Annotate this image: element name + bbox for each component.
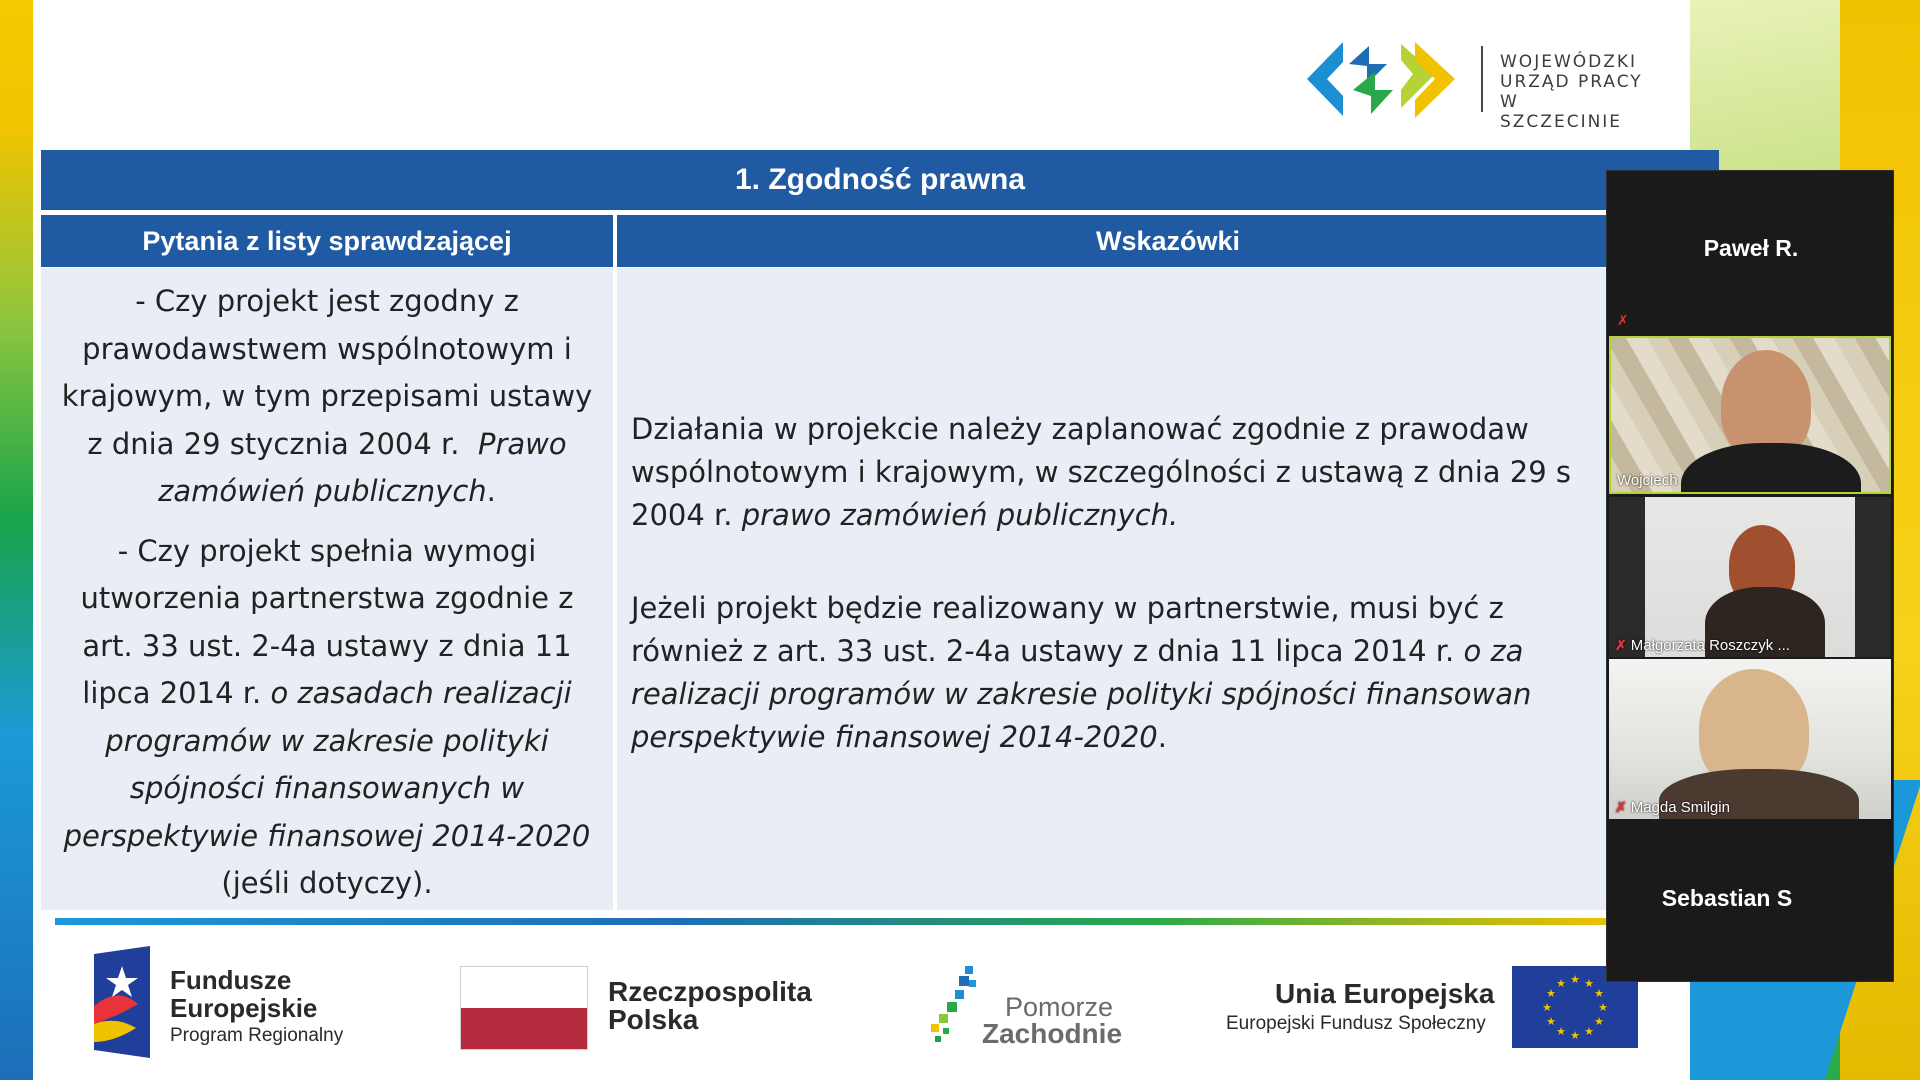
wup-logo-mark-icon	[1305, 34, 1465, 129]
participant-name-pawel[interactable]: Paweł R.	[1703, 235, 1799, 261]
left-decorative-band	[0, 0, 33, 1080]
muted-mic-icon: ✗	[1615, 799, 1627, 815]
svg-text:★: ★	[1546, 1015, 1556, 1028]
svg-text:★: ★	[1570, 1029, 1580, 1042]
svg-text:★: ★	[1584, 977, 1594, 990]
table-title: 1. Zgodność prawna	[41, 150, 1719, 210]
footer-divider-line	[55, 918, 1615, 925]
question-2: - Czy projekt spełnia wymogi utworzenia partnerstwa zgodnie z art. 33 ust. 2-4a ustawy z dnia 11 lipca 2014 r. o zasadach realizacji programów w zakresie polityki spójności finansowanych w perspektywie finansowej 2014-2020 (jeśli dotyczy).	[63, 533, 591, 900]
fe-subtitle: Program Regionalny	[170, 1025, 344, 1046]
svg-text:★: ★	[1594, 1015, 1604, 1028]
logo-line-1: WOJEWÓDZKI	[1500, 52, 1638, 72]
guidance-1: Działania w projekcie należy zaplanować zgodnie z prawodaw wspólnotowym i krajowym, w szczególności z ustawą z dnia 29 s 2004 r. prawo zamówień publicznych.	[631, 412, 1571, 532]
poland-flag-icon	[460, 966, 588, 1050]
column-header-guidance: Wskazówki	[617, 215, 1719, 267]
fundusze-europejskie-logo-icon	[88, 946, 160, 1058]
video-tile-wojciech[interactable]	[1609, 336, 1891, 494]
guidance-2: Jeżeli projekt będzie realizowany w partnerstwie, musi być z również z art. 33 ust. 2-4a ustawy z dnia 11 lipca 2014 r. o za realizacji programów w zakresie polityki spójności finansowan perspektywie finansowej 2014-2020.	[631, 591, 1532, 754]
svg-text:★: ★	[1556, 1025, 1566, 1038]
logo-line-2: URZĄD PRACY	[1500, 72, 1643, 92]
pomorze-zachodnie-logo-icon	[925, 962, 985, 1048]
participant-label: Wojciech	[1617, 472, 1678, 489]
pz-title-1: Pomorze	[1005, 992, 1114, 1022]
participant-label: Magda Smilgin	[1630, 799, 1730, 816]
logo-divider	[1481, 46, 1483, 112]
svg-text:★: ★	[1594, 987, 1604, 1000]
participant-panel[interactable]	[1606, 170, 1894, 982]
wup-szczecin-logo	[1305, 34, 1645, 132]
svg-text:★: ★	[1546, 987, 1556, 1000]
question-1: - Czy projekt jest zgodny z prawodawstwem wspólnotowym i krajowym, w tym przepisami ustawy z dnia 29 stycznia 2004 r. Prawo zamówień publicznych.	[61, 284, 593, 508]
pz-title-2: Zachodnie	[982, 1018, 1123, 1049]
column-header-questions: Pytania z listy sprawdzającej	[41, 215, 613, 267]
video-tile-magda[interactable]	[1609, 659, 1891, 819]
questions-cell	[41, 268, 613, 910]
svg-text:★: ★	[1598, 1001, 1608, 1014]
muted-mic-icon: ✗	[1615, 637, 1627, 653]
svg-text:★: ★	[1570, 973, 1580, 986]
participant-name-sebastian[interactable]: Sebastian S	[1661, 885, 1793, 911]
participant-video-wojciech	[1721, 350, 1811, 458]
fe-title: Fundusze Europejskie	[170, 965, 318, 1023]
ue-title: Unia Europejska	[1275, 978, 1495, 1009]
svg-text:★: ★	[1542, 1001, 1552, 1014]
muted-mic-icon: ✗	[1617, 313, 1629, 329]
svg-text:★: ★	[1556, 977, 1566, 990]
pl-title: Rzeczpospolita Polska	[608, 976, 812, 1035]
video-tile-malgorzata[interactable]	[1609, 497, 1891, 657]
svg-text:★: ★	[1584, 1025, 1594, 1038]
guidance-cell	[617, 268, 1719, 910]
logo-text	[1500, 52, 1645, 132]
ue-subtitle: Europejski Fundusz Społeczny	[1226, 1013, 1486, 1034]
participant-label: Małgorzata Roszczyk ...	[1630, 637, 1790, 654]
logo-line-3: W SZCZECINIE	[1500, 92, 1623, 132]
